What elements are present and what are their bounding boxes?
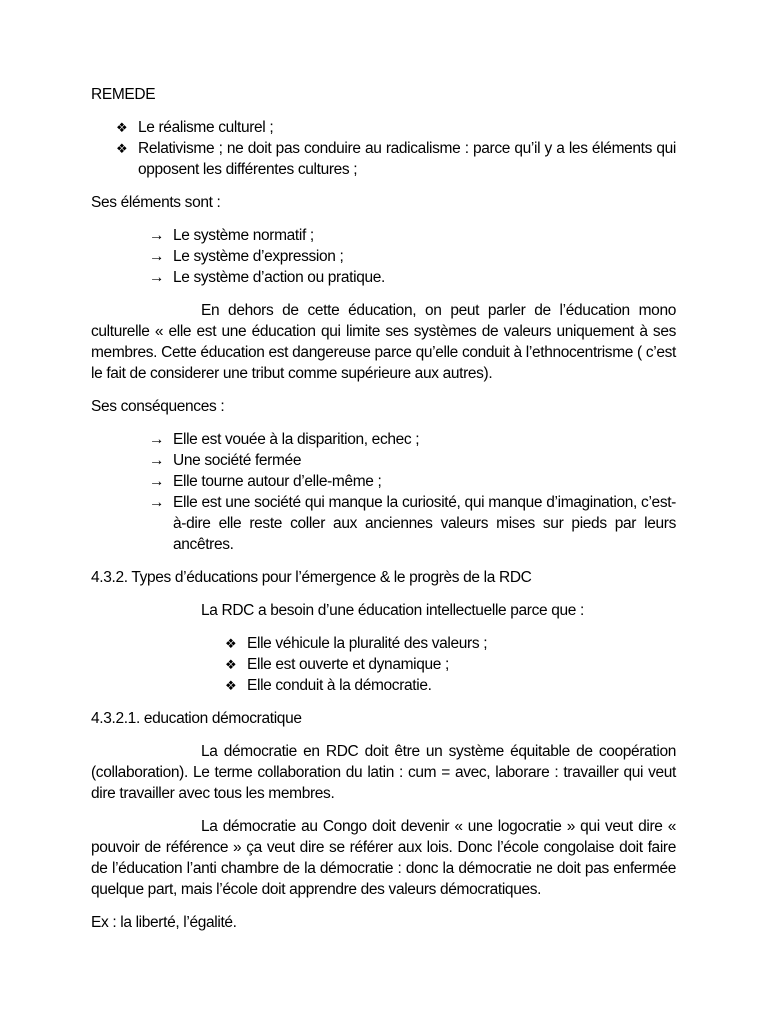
rdc-intro: La RDC a besoin d’une éducation intellectuelle parce que : (201, 602, 584, 619)
diamond-bullet-icon: ❖ (225, 678, 237, 693)
example-line: Ex : la liberté, l’égalité. (91, 914, 237, 931)
consequences-intro: Ses conséquences : (91, 398, 225, 415)
arrow-bullet-icon: → (149, 431, 165, 448)
paragraph-mono-culturelle: En dehors de cette éducation, on peut parler de l’éducation mono culturelle « elle est une éducation qui limite ses systèmes de valeurs uniquement à ses membres. Cette éducation est dangereuse parce qu’elle conduit à l’ethnocentrisme ( c’est le fait de considerer une tribut comme supérieure aux autres). (91, 302, 676, 382)
list-item: ❖ Le réalisme culturel ; (116, 119, 274, 136)
arrow-bullet-icon: → (149, 248, 165, 265)
rdc-list (91, 633, 676, 696)
elements-list (91, 225, 676, 288)
paragraph-democratie-1: La démocratie en RDC doit être un système équitable de coopération (collaboration). Le terme collaboration du latin : cum = avec, laborare : travailler qui veut dire travailler avec tous les membres. (91, 743, 676, 802)
list-item: → Une société fermée (149, 452, 302, 469)
arrow-bullet-icon: → (149, 473, 165, 490)
elements-intro: Ses éléments sont : (91, 194, 221, 211)
section-heading-4-3-2-1: 4.3.2.1. education démocratique (91, 710, 302, 727)
list-item: → Elle est vouée à la disparition, echec ; (149, 431, 420, 448)
consequences-list (91, 429, 676, 555)
list-item: ❖ Elle véhicule la pluralité des valeurs ; (225, 635, 488, 652)
arrow-bullet-icon: → (149, 227, 165, 244)
remede-list (91, 117, 676, 180)
diamond-bullet-icon: ❖ (116, 120, 128, 135)
diamond-bullet-icon: ❖ (225, 657, 237, 672)
diamond-bullet-icon: ❖ (116, 141, 128, 156)
arrow-bullet-icon: → (149, 452, 165, 469)
section-heading-4-3-2: 4.3.2. Types d’éducations pour l’émergence & le progrès de la RDC (91, 569, 532, 586)
list-item: ❖ Elle est ouverte et dynamique ; (225, 656, 449, 673)
diamond-bullet-icon: ❖ (225, 636, 237, 651)
arrow-bullet-icon: → (149, 269, 165, 286)
document-page (91, 84, 676, 945)
arrow-bullet-icon: → (149, 494, 165, 511)
list-item: → Elle est une société qui manque la curiosité, qui manque d’imagination, c’est-à-dire elle reste coller aux anciennes valeurs mises sur pieds par leurs ancêtres. (149, 494, 676, 553)
list-item: ❖ Relativisme ; ne doit pas conduire au radicalisme : parce qu’il y a les éléments qui opposent les différentes cultures ; (116, 140, 676, 178)
list-item: ❖ Elle conduit à la démocratie. (225, 677, 432, 694)
list-item: → Le système d’expression ; (149, 248, 344, 265)
heading-remede: REMEDE (91, 86, 156, 103)
list-item: → Le système d’action ou pratique. (149, 269, 385, 286)
list-item: → Le système normatif ; (149, 227, 314, 244)
paragraph-democratie-2: La démocratie au Congo doit devenir « une logocratie » qui veut dire « pouvoir de référence » ça veut dire se référer aux lois. Donc l’école congolaise doit faire de l’éducation l’anti chambre de la démocratie : donc la démocratie ne doit pas enfermée quelque part, mais l’école doit apprendre des valeurs démocratiques. (91, 818, 676, 898)
list-item: → Elle tourne autour d’elle-même ; (149, 473, 382, 490)
